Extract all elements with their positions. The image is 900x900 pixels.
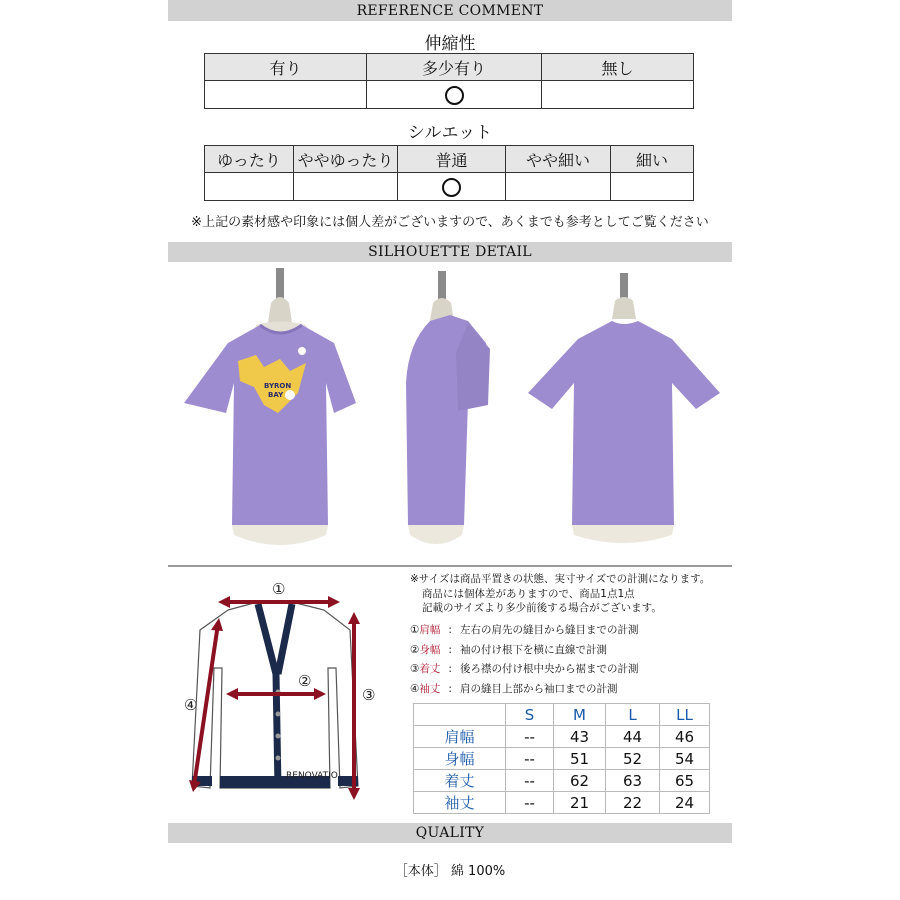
stretch-cell-1 — [205, 81, 367, 109]
size-row — [414, 792, 710, 814]
size-col-header: M — [554, 704, 606, 726]
quality-text: ［本体］ 綿 100% — [394, 864, 506, 879]
definition-separator: : — [448, 644, 452, 656]
print-text-byron: BYRON — [264, 382, 292, 390]
silhouette-title: シルエット — [407, 123, 493, 143]
definition-number: ④ — [410, 683, 420, 695]
silhouette-option-1: ゆったり — [205, 146, 294, 173]
disclaimer-note: ※上記の素材感や印象には個人差がございますので、あくまでも参考としてご覧ください — [191, 215, 709, 230]
front-view-photo — [184, 268, 356, 545]
definition-desc: 左右の肩先の縫目から縫目までの計測 — [459, 624, 639, 636]
side-view-photo — [406, 271, 490, 544]
definition-row — [410, 681, 730, 696]
stretch-cell-3 — [542, 81, 694, 109]
silhouette-cell-4 — [506, 173, 611, 201]
size-cell: 43 — [554, 726, 606, 748]
selected-circle-icon — [445, 86, 464, 105]
size-cell: 24 — [660, 792, 710, 814]
size-cell: 52 — [606, 748, 660, 770]
size-row-label: 肩幅 — [414, 726, 506, 748]
definition-row — [410, 622, 730, 637]
size-cell: -- — [506, 792, 554, 814]
definition-key: 肩幅 — [419, 624, 441, 636]
stretch-option-3: 無し — [542, 54, 694, 81]
label-1: ① — [272, 580, 286, 598]
size-table — [413, 703, 710, 814]
definition-key: 身幅 — [419, 644, 441, 656]
silhouette-table — [204, 145, 694, 201]
size-cell: 65 — [660, 770, 710, 792]
quality-title: QUALITY — [415, 825, 485, 841]
size-col-header — [414, 704, 506, 726]
definition-key: 袖丈 — [419, 683, 441, 695]
size-cell: 44 — [606, 726, 660, 748]
size-notes — [410, 572, 730, 616]
size-note-line-1: ※サイズは商品平置きの状態、実寸サイズでの計測になります。 — [410, 573, 711, 585]
back-view-photo — [528, 273, 720, 543]
size-col-header: LL — [660, 704, 710, 726]
diagram-brand-text: RENOVATIO — [286, 771, 338, 781]
reference-comment-bar — [168, 0, 732, 21]
size-cell: 46 — [660, 726, 710, 748]
label-4: ④ — [184, 696, 198, 714]
measurement-diagram — [168, 572, 404, 812]
size-cell: -- — [506, 770, 554, 792]
size-row — [414, 726, 710, 748]
size-cell: 54 — [660, 748, 710, 770]
stretch-table — [204, 53, 694, 109]
stretch-option-2: 多少有り — [367, 54, 542, 81]
size-note-line-3: 記載のサイズより多少前後する場合がございます。 — [422, 602, 662, 614]
size-row-label: 袖丈 — [414, 792, 506, 814]
selected-circle-icon — [442, 178, 461, 197]
silhouette-cell-2 — [294, 173, 398, 201]
shirt-photos — [168, 263, 732, 563]
silhouette-cell-5 — [611, 173, 694, 201]
size-cell: 21 — [554, 792, 606, 814]
definition-number: ② — [410, 644, 420, 656]
stretch-option-1: 有り — [205, 54, 367, 81]
silhouette-cell-1 — [205, 173, 294, 201]
definition-row — [410, 642, 730, 657]
definition-separator: : — [448, 663, 452, 675]
definition-number: ① — [410, 624, 420, 636]
size-row-label: 身幅 — [414, 748, 506, 770]
silhouette-detail-bar — [168, 242, 732, 262]
print-text-bay: BAY — [268, 391, 284, 399]
definition-key: 着丈 — [419, 663, 441, 675]
definition-desc: 後ろ襟の付け根中央から裾までの計測 — [459, 663, 639, 675]
label-2: ② — [298, 672, 312, 690]
size-row — [414, 770, 710, 792]
size-cell: 22 — [606, 792, 660, 814]
definition-desc: 肩の縫目上部から袖口までの計測 — [459, 683, 618, 695]
definition-separator: : — [448, 624, 452, 636]
definition-separator: : — [448, 683, 452, 695]
size-row — [414, 748, 710, 770]
size-col-header: L — [606, 704, 660, 726]
divider — [168, 565, 732, 567]
size-cell: 63 — [606, 770, 660, 792]
label-3: ③ — [362, 686, 376, 704]
size-cell: -- — [506, 726, 554, 748]
silhouette-cell-3 — [398, 173, 506, 201]
size-cell: 62 — [554, 770, 606, 792]
stretch-cell-2 — [367, 81, 542, 109]
definition-desc: 袖の付け根下を横に直線で計測 — [459, 644, 607, 656]
size-row-label: 着丈 — [414, 770, 506, 792]
stretch-title: 伸縮性 — [424, 34, 476, 54]
reference-comment-title: REFERENCE COMMENT — [356, 3, 544, 19]
size-note-line-2: 商品には個体差がありますので、商品1点1点 — [422, 587, 635, 600]
quality-bar — [168, 823, 732, 843]
size-col-header: S — [506, 704, 554, 726]
definition-number: ③ — [410, 663, 420, 675]
silhouette-detail-title: SILHOUETTE DETAIL — [368, 244, 532, 260]
silhouette-option-2: ややゆったり — [294, 146, 398, 173]
silhouette-option-3: 普通 — [398, 146, 506, 173]
silhouette-option-4: やや細い — [506, 146, 611, 173]
silhouette-option-5: 細い — [611, 146, 694, 173]
size-cell: 51 — [554, 748, 606, 770]
definition-row — [410, 661, 730, 676]
size-cell: -- — [506, 748, 554, 770]
